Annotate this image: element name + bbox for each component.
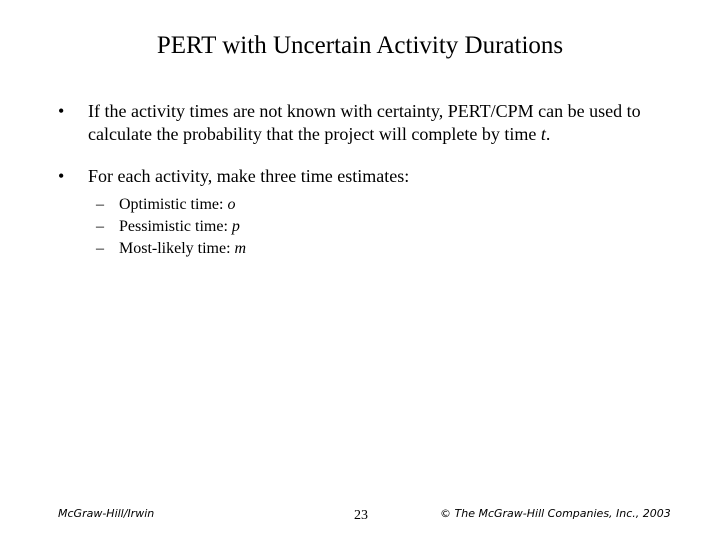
sub-item-label: Optimistic time: bbox=[119, 196, 228, 213]
sub-item-label: Most-likely time: bbox=[119, 240, 235, 257]
sub-item-most-likely bbox=[96, 238, 246, 260]
sub-item-variable: o bbox=[227, 196, 236, 213]
sub-item-dash: – bbox=[96, 240, 104, 257]
bullet-text: For each activity, make three time estimates: bbox=[88, 166, 410, 186]
footer-copyright bbox=[440, 506, 671, 522]
sub-item-variable: p bbox=[231, 218, 240, 235]
bullet-text bbox=[88, 100, 668, 146]
sub-item-dash: – bbox=[96, 218, 104, 235]
sub-item-optimistic bbox=[96, 194, 246, 216]
footer-publisher: McGraw-Hill/Irwin bbox=[58, 507, 155, 520]
sub-item-text bbox=[119, 240, 246, 257]
sub-item-text bbox=[119, 196, 235, 213]
bullet-marker: • bbox=[58, 101, 65, 121]
slide-title: PERT with Uncertain Activity Durations bbox=[156, 32, 564, 59]
sub-item-text bbox=[119, 218, 240, 235]
bullet-item bbox=[58, 100, 668, 146]
sub-list bbox=[96, 194, 246, 260]
bullet-marker: • bbox=[58, 166, 65, 186]
bullet-item bbox=[58, 165, 668, 188]
page-number: 23 bbox=[354, 508, 368, 523]
bullet-text-end: . bbox=[545, 124, 551, 144]
bullet-text-variable: t bbox=[540, 124, 546, 144]
copyright-text: The McGraw-Hill Companies, Inc., 2003 bbox=[451, 507, 671, 520]
copyright-symbol: © bbox=[440, 507, 451, 520]
sub-item-pessimistic bbox=[96, 216, 246, 238]
bullet-text-main: If the activity times are not known with certainty, PERT/CPM can be used to calculate the probability that the project will complete by time bbox=[88, 101, 641, 144]
sub-item-dash: – bbox=[96, 196, 104, 213]
sub-item-variable: m bbox=[234, 240, 247, 257]
sub-item-label: Pessimistic time: bbox=[119, 218, 232, 235]
